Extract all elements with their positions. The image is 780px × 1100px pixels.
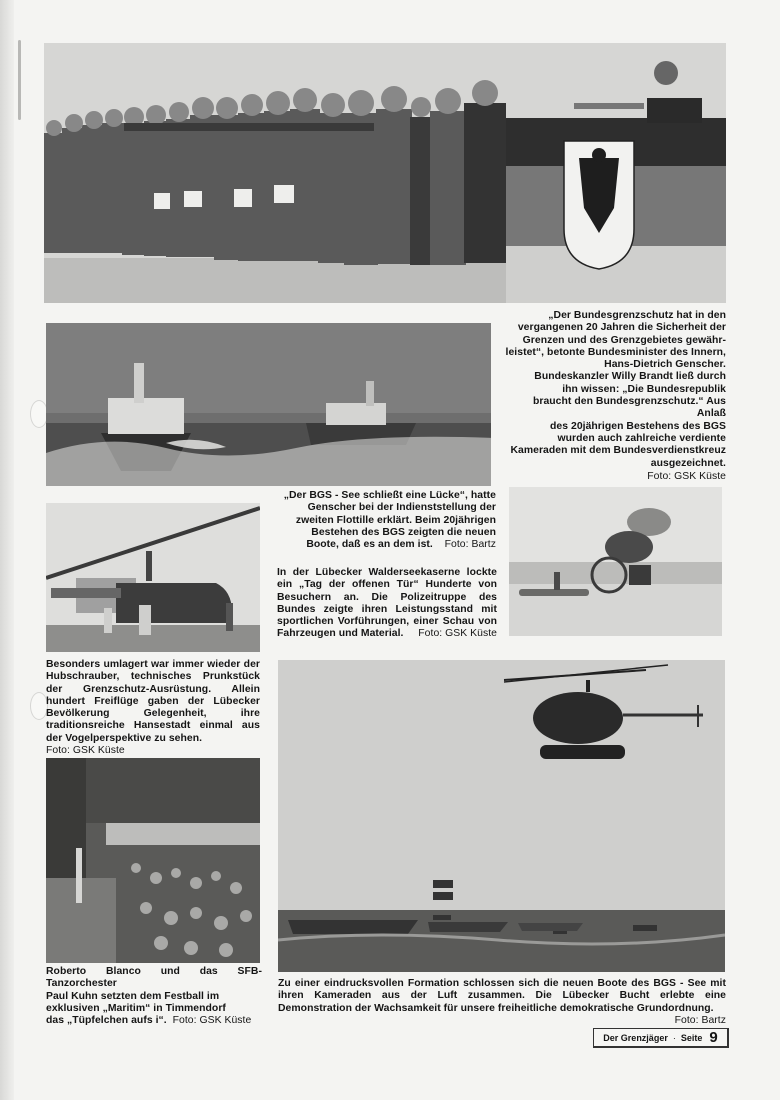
photo-credit: Foto: GSK Küste [647,470,726,482]
caption-line: Roberto Blanco und das SFB-Tanzorchester [46,966,262,990]
page-number: 9 [709,1029,718,1046]
fire-demo-image [509,487,722,636]
caption-line: Hans-Dietrich Genscher. [604,359,726,371]
caption-line: ihn wissen: „Die Bundesrepublik [562,383,726,395]
caption-line: Boote, daß es an dem ist. [306,539,433,551]
caption-line: ausgezeichnet. [650,457,726,469]
patrol-boats-image [46,323,491,486]
caption-line: leistet“, betonte Bundesminister des Innern, [505,346,726,358]
photo-fire-demo [509,487,722,636]
photo-credit: Foto: Bartz [444,539,496,551]
caption-ballroom [46,966,262,1027]
caption-line: Genscher bei der Indienststellung der [307,502,496,514]
caption-line: Paul Kuhn setzten dem Festball im [46,990,220,1002]
caption-line: Grenzen und des Grenzgebietes gewähr- [522,334,726,346]
caption-text: Besonders umlagert war immer wieder der Hubschrauber, technisches Prunkstück der Grenzschutz-Ausrüstung. Allein hundert Freiflüge gaben der Lübecker Bevölkerung Gelegenheit, ihre traditionsreiche Hansestadt einmal aus der Vogelperspektive zu sehen. [46,659,260,744]
photo-formation [278,660,725,972]
caption-line: exklusiven „Maritim“ in Timmendorf [46,1002,226,1014]
publication-name: Der Grenzjäger [603,1032,668,1043]
ballroom-image [46,758,260,963]
caption-line: Kameraden mit dem Bundesverdienstkreuz [510,445,726,457]
caption-formation [278,978,726,1027]
page-edge-shadow [0,0,14,1100]
footer-separator: · [672,1032,676,1043]
caption-line: braucht den Bundesgrenzschutz.“ Aus Anlaß [532,396,726,420]
caption-text: In der Lübecker Walderseekaserne lockte ein „Tag der offenen Tür“ Hunderte von Besuchern an. Die Polizeitruppe des Bundes zeigte ihren Leistungsstand mit sportlichen Vorführungen, einer Schau von Fahrzeugen und Material. [277,567,497,640]
caption-line: Bestehen des BGS zeigten die neuen [311,526,496,538]
caption-line: „Der BGS - See schließt eine Lücke“, hatte [283,490,496,501]
caption-ceremony [503,310,726,483]
caption-line: das „Tüpfelchen aufs i“. [46,1015,167,1027]
photo-ceremony [44,43,726,303]
formation-image [278,660,725,972]
caption-patrol-boats [272,490,496,551]
caption-line: vergangenen 20 Jahren die Sicherheit der [517,322,726,334]
caption-line: Bundeskanzler Willy Brandt ließ durch [534,371,726,383]
photo-credit: Foto: Bartz [674,1014,726,1026]
caption-line: des 20jährigen Bestehens des BGS [550,420,726,432]
caption-line: zweiten Flottille erklärt. Beim 20jährigen [295,514,496,526]
photo-credit: Foto: GSK Küste [46,745,125,757]
caption-open-day [277,567,497,641]
photo-ballroom [46,758,260,963]
photo-credit: Foto: GSK Küste [172,1015,252,1027]
page-footer [593,1028,729,1048]
photo-credit: Foto: GSK Küste [418,628,497,640]
caption-line: „Der Bundesgrenzschutz hat in den [548,310,726,321]
binding-mark [18,40,21,120]
page-label: Seite [680,1032,703,1043]
ceremony-image [44,43,726,303]
caption-line: wurden auch zahlreiche verdiente [557,432,726,444]
helicopter-ground-image [46,503,260,652]
caption-text: Zu einer eindrucksvollen Formation schlossen sich die neuen Boote des BGS - See mit ihren Kameraden aus der Luft zusammen. Die Lübecker Bucht erlebte eine Demonstration der Wachsamkeit für unsere freiheitliche demokratische Grundordnung. [278,978,726,1014]
photo-patrol-boats [46,323,491,486]
caption-helicopter [46,659,260,757]
photo-helicopter-ground [46,503,260,652]
